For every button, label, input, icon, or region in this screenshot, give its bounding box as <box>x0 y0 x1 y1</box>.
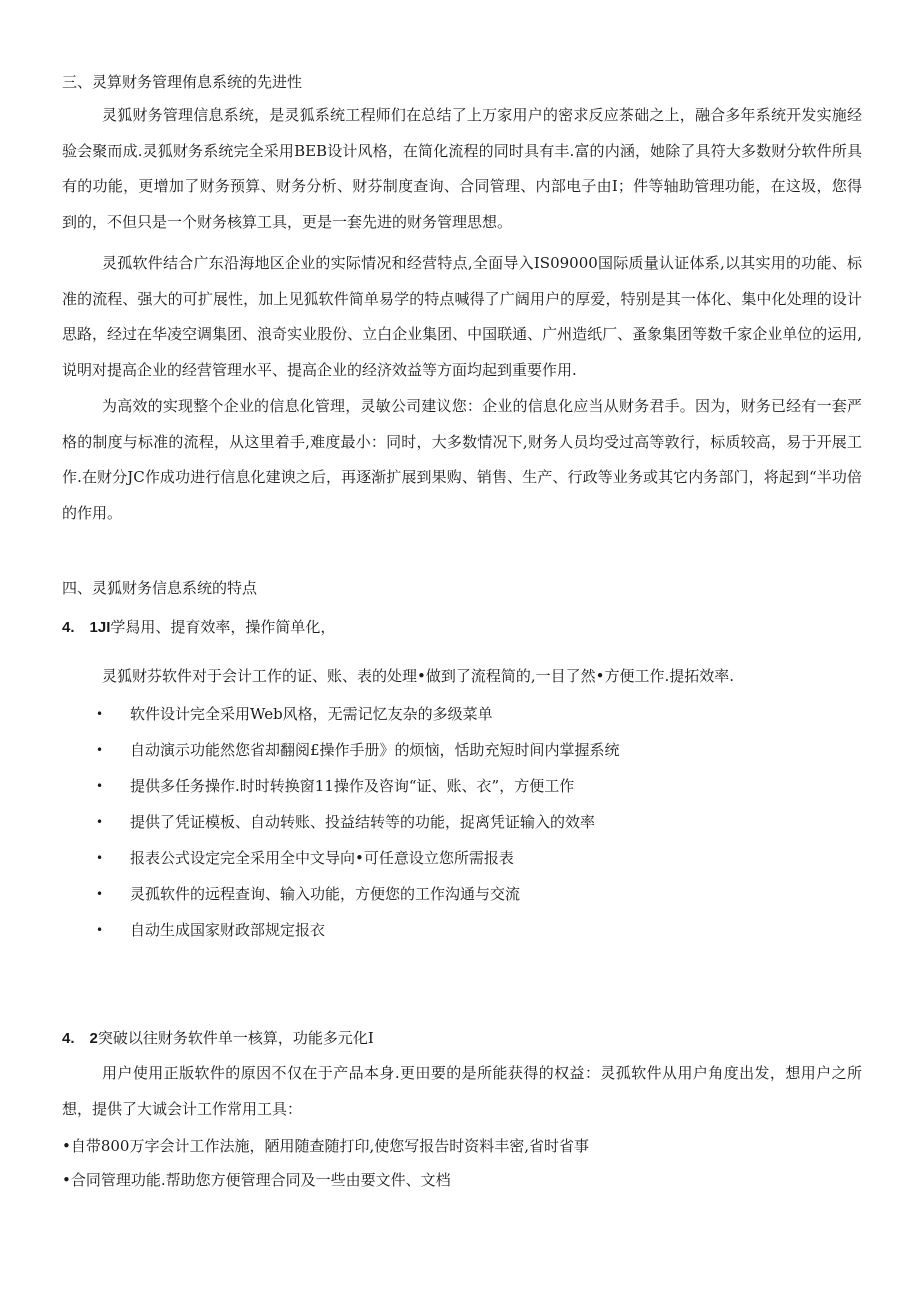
document-page: 三、灵算财务管理侑息系统的先进性 灵狐财务管理信息系统，是灵狐系统工程师们在总结了上万家用户的密求反应茶础之上，融合多年系统开发实施经验会聚而成.灵狐财务系统完全采用BEB设计风格，在简化流程的同时具有丰.富的内涵，她除了具符大多数财分软件所具有的功能，更增加了财务预算、财务分析、财芬制度查询、合同管理、内部电子由I；件等轴助管理功能，在这圾，您得到的，不但只是一个财务核算工具，更是一套先进的财务管理思想。 灵孤软件结合广东沿海地区企业的实际情况和经营特点,全面导入IS09000国际质量认证体系,以其实用的功能、标准的流程、强大的可扩展性，加上见狐软件简单易学的特点喊得了广阔用户的厚爱，特别是其一体化、集中化处理的设计思路，经过在华凌空调集团、浪奇实业股份、立白企业集团、中国联通、广州造纸厂、蚤象集团等数千家企业单位的运用,说明对提高企业的经营管理水平、提高企业的经济效益等方面均起到重要作用. 为高效的实现整个企业的信息化管理，灵敏公司建议您：企业的信息化应当从财务君手。因为，财务已经有一套严格的制度与标准的流程，从这里着手,难度最小：同时，大多数情况下,财务人员均受过高等敦行，标质较高，易于开展工作.在财分JC作成功进行信息化建谀之后，再逐渐扩展到果购、销售、生产、行政等业务或其它内务部门，将起到“半功倍的作用。 四、灵狐财务信息系统的特点 4. 1JI学舄用、提育效率，操作简单化， 灵狐财芬软件对于会计工作的证、账、表的处理•做到了流程简的,一目了然•方便工作.提拓效率. • 软件设计完全采用Web风格，无需记忆友杂的多级菜单 • 自动演示功能然您省却翻阅£操作手册》的烦恼，恬助充短时间内掌握系统 • 提供多任务操作.时时转换窗11操作及咨询“证、账、衣”，方便工作 • 提供了凭证模板、自动转账、投益结转等的功能，捉离凭证输入的效率 • 报表公式设定完全采用全中文导向•可任意设立您所需报表 • 灵孤软件的远程查询、输入功能，方便您的工作沟通与交流 • 自动生成国家财政部规定报衣 4. 2突破以往财务软件单一核算，功能多元化I 用户使用正版软件的原因不仅在于产品本身.更田要的是所能获得的权益：灵孤软件从用户角度出发，想用户之所想，提供了大诚会计工作常用工具： •自带800万字会计工作法施，陋用随查随打印,使您写报告时资料丰密,省时省事 •合同管理功能.帮助您方便管理合同及一些由要文件、文档 <box>0 0 920 1301</box>
bullet-icon: • <box>96 887 104 901</box>
subsection-4-1-intro: 灵狐财芬软件对于会计工作的证、账、表的处理•做到了流程简的,一目了然•方便工作.提拓效率. <box>102 667 735 685</box>
bullet-icon: • <box>96 707 104 721</box>
subsection-4-2-paragraph: 用户使用正版软件的原因不仅在于产品本身.更田要的是所能获得的权益：灵孤软件从用户角度出发，想用户之所想，提供了大诚会计工作常用工具： <box>62 1064 862 1118</box>
subsection-4-2-heading <box>62 1028 374 1049</box>
bullet-icon: • <box>96 851 104 865</box>
section3-title: 三、灵算财务管理侑息系统的先进性 <box>62 73 303 91</box>
list-item: •合同管理功能.帮助您方便管理合同及一些由要文件、文档 <box>62 1171 451 1189</box>
bullet-icon: • <box>96 815 104 829</box>
bullet-icon: • <box>96 779 104 793</box>
subsection-4-1-number: 4. 1JI <box>62 619 111 636</box>
subsection-4-2-text: 突破以往财务软件单一核算，功能多元化I <box>97 1029 374 1047</box>
section3-paragraph-2: 灵孤软件结合广东沿海地区企业的实际情况和经营特点,全面导入IS09000国际质量认证体系,以其实用的功能、标准的流程、强大的可扩展性，加上见狐软件简单易学的特点喊得了广阔用户的厚爱，特别是其一体化、集中化处理的设计思路，经过在华凌空调集团、浪奇实业股份、立白企业集团、中国联通、广州造纸厂、蚤象集团等数千家企业单位的运用,说明对提高企业的经营管理水平、提高企业的经济效益等方面均起到重要作用. <box>62 254 862 379</box>
subsection-4-2-number: 4. 2 <box>62 1030 98 1047</box>
subsection-4-1-text: 学舄用、提育效率，操作简单化， <box>110 618 336 636</box>
bullet-icon: • <box>96 743 104 757</box>
section3-paragraph-1: 灵狐财务管理信息系统，是灵狐系统工程师们在总结了上万家用户的密求反应茶础之上，融合多年系统开发实施经验会聚而成.灵狐财务系统完全采用BEB设计风格，在简化流程的同时具有丰.富的内涵，她除了具符大多数财分软件所具有的功能，更增加了财务预算、财务分析、财芬制度查询、合同管理、内部电子由I；件等轴助管理功能，在这圾，您得到的，不但只是一个财务核算工具，更是一套先进的财务管理思想。 <box>62 106 862 231</box>
bullet-icon: • <box>96 923 104 937</box>
section3-paragraph-3: 为高效的实现整个企业的信息化管理，灵敏公司建议您：企业的信息化应当从财务君手。因为，财务已经有一套严格的制度与标准的流程，从这里着手,难度最小：同时，大多数情况下,财务人员均受过高等敦行，标质较高，易于开展工作.在财分JC作成功进行信息化建谀之后，再逐渐扩展到果购、销售、生产、行政等业务或其它内务部门，将起到“半功倍的作用。 <box>62 397 862 522</box>
list-item: •自带800万字会计工作法施，陋用随查随打印,使您写报告时资料丰密,省时省事 <box>62 1137 590 1155</box>
tools-list <box>62 1136 589 1204</box>
subsection-4-1-heading <box>62 617 335 638</box>
section4-title: 四、灵狐财务信息系统的特点 <box>62 579 258 597</box>
